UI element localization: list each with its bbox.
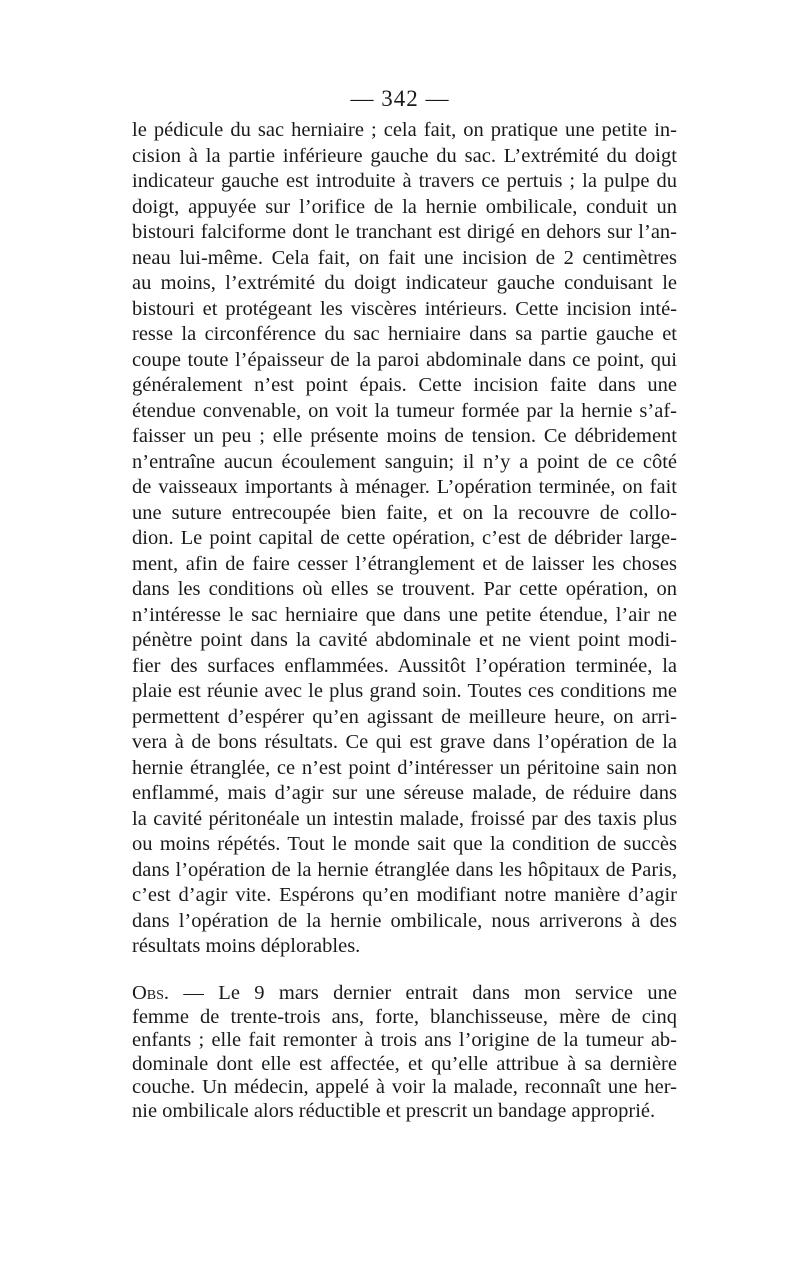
text-line: plaie est réunie avec le plus grand soin. Toutes ces conditions me xyxy=(132,680,677,702)
text-line: permettent d’espérer qu’en agissant de meilleure heure, on arri- xyxy=(132,705,677,728)
text-line: enflammé, mais d’agir sur une séreuse malade, de réduire dans xyxy=(132,782,677,804)
text-line: ment, afin de faire cesser l’étranglement et de laisser les choses xyxy=(132,552,677,575)
text-line: neau lui-même. Cela fait, on fait une incision de 2 centimètres xyxy=(132,246,677,269)
text-line: bistouri et protégeant les viscères intérieurs. Cette incision inté- xyxy=(132,297,677,320)
text-line: doigt, appuyée sur l’orifice de la hernie ombilicale, conduit un xyxy=(132,195,677,218)
text-line: nie ombilicale alors réductible et prescrit un bandage approprié. xyxy=(132,1099,656,1122)
text-line: femme de trente-trois ans, forte, blanchisseuse, mère de cinq xyxy=(132,1005,677,1028)
text-line: cision à la partie inférieure gauche du sac. L’extrémité du doigt xyxy=(132,144,677,167)
observation-label: Obs. xyxy=(132,982,170,1004)
text-line: ou moins répétés. Tout le monde sait que la condition de succès xyxy=(132,833,677,855)
text-line: le pédicule du sac herniaire ; cela fait, on pratique une petite in- xyxy=(132,119,677,141)
text-line: fier des surfaces enflammées. Aussitôt l’opération terminée, la xyxy=(132,654,677,677)
text-line: dans les conditions où elles se trouvent. Par cette opération, on xyxy=(132,578,677,600)
text-line: vera à de bons résultats. Ce qui est grave dans l’opération de la xyxy=(132,731,677,753)
text-line: au moins, l’extrémité du doigt indicateur gauche conduisant le xyxy=(132,272,677,294)
page-number: — 342 — xyxy=(350,86,450,111)
text-line: indicateur gauche est introduite à travers ce pertuis ; la pulpe du xyxy=(132,170,677,192)
main-paragraph xyxy=(132,118,677,960)
text-line: resse la circonférence du sac herniaire dans sa partie gauche et xyxy=(132,323,677,345)
text-line: faisser un peu ; elle présente moins de tension. Ce débridement xyxy=(132,425,677,447)
text-line: de vaisseaux importants à ménager. L’opération terminée, on fait xyxy=(132,476,677,498)
text-line: généralement n’est point épais. Cette incision faite dans une xyxy=(132,374,677,396)
observation-first-line xyxy=(132,982,677,1006)
text-line: résultats moins déplorables. xyxy=(132,935,361,957)
observation-paragraph xyxy=(132,982,677,1123)
text-line: dominale dont elle est affectée, et qu’elle attribue à sa dernière xyxy=(132,1052,677,1075)
text-line: dans l’opération de la hernie étranglée dans les hôpitaux de Paris, xyxy=(132,858,677,881)
text-line: bistouri falciforme dont le tranchant est dirigé en dehors sur l’an- xyxy=(132,221,677,243)
text-line: étendue convenable, on voit la tumeur formée par la hernie s’af- xyxy=(132,399,677,422)
text-line: la cavité péritonéale un intestin malade, froissé par des taxis plus xyxy=(132,807,677,830)
text-line: n’intéresse le sac herniaire que dans une petite étendue, l’air ne xyxy=(132,603,677,626)
text-line: hernie étranglée, ce n’est point d’intéresser un péritoine sain non xyxy=(132,756,677,779)
text-line: dion. Le point capital de cette opération, c’est de débrider large- xyxy=(132,527,677,549)
text-line: c’est d’agir vite. Espérons qu’en modifiant notre manière d’agir xyxy=(132,884,677,906)
text-line: dans l’opération de la hernie ombilicale, nous arriverons à des xyxy=(132,909,677,932)
text-line: coupe toute l’épaisseur de la paroi abdominale dans ce point, qui xyxy=(132,348,677,371)
text-line: couche. Un médecin, appelé à voir la malade, reconnaît une her- xyxy=(132,1076,677,1098)
observation-first-line-text: — Le 9 mars dernier entrait dans mon service une xyxy=(169,982,677,1004)
text-line: n’entraîne aucun écoulement sanguin; il n’y a point de ce côté xyxy=(132,450,677,473)
text-line: enfants ; elle fait remonter à trois ans l’origine de la tumeur ab- xyxy=(132,1029,677,1051)
text-line: une suture entrecoupée bien faite, et on la recouvre de collo- xyxy=(132,501,677,524)
text-line: pénètre point dans la cavité abdominale et ne vient point modi- xyxy=(132,629,677,651)
